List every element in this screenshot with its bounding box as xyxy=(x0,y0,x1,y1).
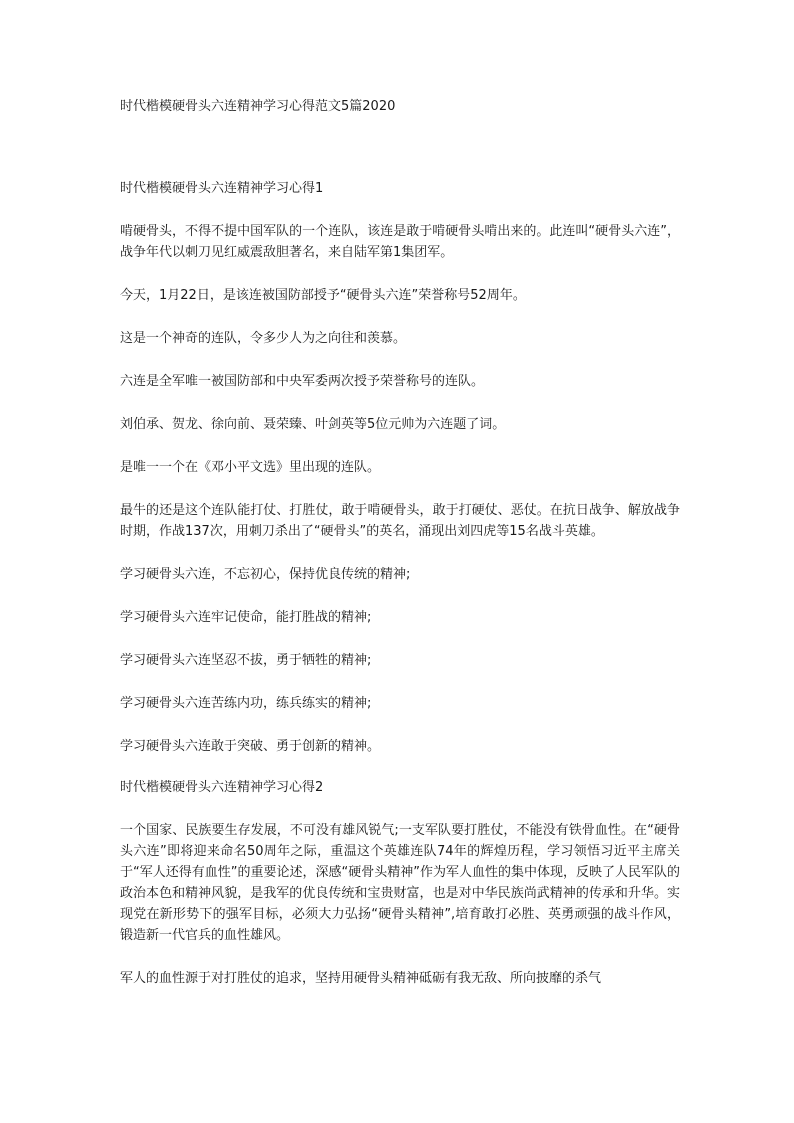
section-heading: 时代楷模硬骨头六连精神学习心得1 xyxy=(120,181,324,196)
paragraph: 一个国家、民族要生存发展，不可没有雄风锐气;一支军队要打胜仗，不能没有铁骨血性。在“硬骨头六连”即将迎来命名50周年之际，重温这个英雄连队74年的辉煌历程，学习领悟习近平主席关于“军人还得有血性”的重要论述，深感“硬骨头精神”作为军人血性的集中体现，反映了人民军队的政治本色和精神风貌，是我军的优良传统和宝贵财富，也是对中华民族尚武精神的传承和升华。实现党在新形势下的强军目标，必须大力弘扬“硬骨头精神”,培育敢打必胜、英勇顽强的战斗作风，锻造新一代官兵的血性雄风。 xyxy=(120,823,680,943)
paragraph: 六连是全军唯一被国防部和中央军委两次授予荣誉称号的连队。 xyxy=(120,374,485,389)
paragraph: 学习硬骨头六连牢记使命，能打胜战的精神; xyxy=(120,610,372,625)
section-heading: 时代楷模硬骨头六连精神学习心得2 xyxy=(120,780,324,795)
paragraph: 最牛的还是这个连队能打仗、打胜仗，敢于啃硬骨头，敢于打硬仗、恶仗。在抗日战争、解放战争时期，作战137次，用刺刀杀出了“硬骨头”的英名，涌现出刘四虎等15名战斗英雄。 xyxy=(120,503,680,539)
paragraph: 学习硬骨头六连，不忘初心，保持优良传统的精神; xyxy=(120,567,411,582)
paragraph: 学习硬骨头六连敢于突破、勇于创新的精神。 xyxy=(120,739,381,754)
paragraph: 啃硬骨头，不得不提中国军队的一个连队，该连是敢于啃硬骨头啃出来的。此连叫“硬骨头六连”，战争年代以刺刀见红威震敌胆著名，来自陆军第1集团军。 xyxy=(120,224,680,260)
paragraph: 这是一个神奇的连队，令多少人为之向往和羡慕。 xyxy=(120,331,407,346)
document-title: 时代楷模硬骨头六连精神学习心得范文5篇2020 xyxy=(120,99,396,114)
paragraph: 刘伯承、贺龙、徐向前、聂荣臻、叶剑英等5位元帅为六连题了词。 xyxy=(120,417,506,432)
paragraph: 今天，1月22日，是该连被国防部授予“硬骨头六连”荣誉称号52周年。 xyxy=(120,288,526,303)
paragraph: 是唯一一个在《邓小平文选》里出现的连队。 xyxy=(120,460,381,475)
paragraph: 学习硬骨头六连苦练内功，练兵练实的精神; xyxy=(120,696,372,711)
document-body xyxy=(120,180,680,1011)
paragraph: 学习硬骨头六连坚忍不拔，勇于牺牲的精神; xyxy=(120,653,372,668)
paragraph: 军人的血性源于对打胜仗的追求，坚持用硬骨头精神砥砺有我无敌、所向披靡的杀气 xyxy=(120,971,602,986)
